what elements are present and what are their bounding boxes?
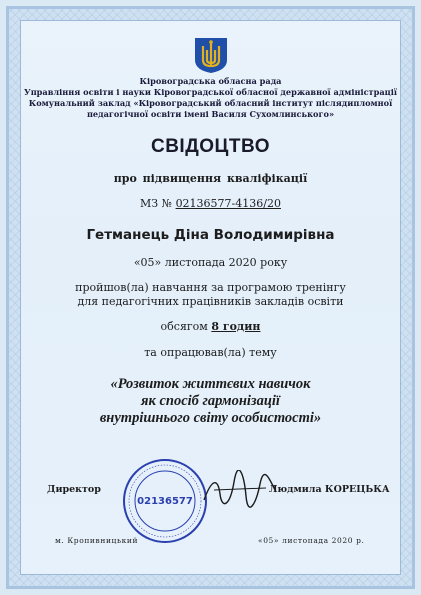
topic-intro: та опрацював(ла) тему [144, 346, 277, 359]
certificate-number [0, 197, 421, 210]
director-label: Директор [47, 484, 101, 495]
council-name: Кіровоградська обласна рада [139, 76, 282, 86]
institution-name-line1: Комунальний заклад «Кіровоградський обласний інститут післядипломної [28, 98, 393, 108]
official-stamp [122, 458, 208, 544]
institution-name-line2: педагогічної освіти імені Василя Сухомлинського» [86, 109, 335, 119]
program-text-line1: пройшов(ла) навчання за програмою тренінгу [75, 281, 346, 294]
number-value: 02136577-4136/20 [175, 197, 281, 210]
topic-line2: як спосіб гармонізації [141, 393, 280, 409]
issue-city: м. Кропивницький [55, 536, 139, 545]
topic-line3: внутрішнього світу особистості» [99, 410, 322, 426]
director-signature [200, 470, 280, 510]
volume-prefix: обсягом [160, 320, 208, 333]
person-name: Гетманець Діна Володимирівна [86, 227, 335, 243]
number-prefix: МЗ № [140, 197, 173, 210]
training-date: «05» листопада 2020 року [133, 256, 288, 269]
director-name: Людмила КОРЕЦЬКА [269, 484, 390, 495]
certificate-subtitle: про підвищення кваліфікації [113, 172, 308, 185]
program-text-line2: для педагогічних працівників закладів освіти [77, 295, 344, 308]
certificate-title: СВІДОЦТВО [150, 136, 271, 157]
issue-date: «05» листопада 2020 р. [258, 536, 365, 545]
stamp-code: 02136577 [137, 496, 193, 507]
volume-value: 8 годин [211, 320, 261, 333]
topic-line1: «Розвиток життєвих навичок [110, 376, 311, 392]
course-volume [0, 320, 421, 333]
department-name: Управління освіти і науки Кіровоградської обласної державної адміністрації [24, 87, 397, 97]
coat-of-arms-icon [193, 36, 229, 74]
